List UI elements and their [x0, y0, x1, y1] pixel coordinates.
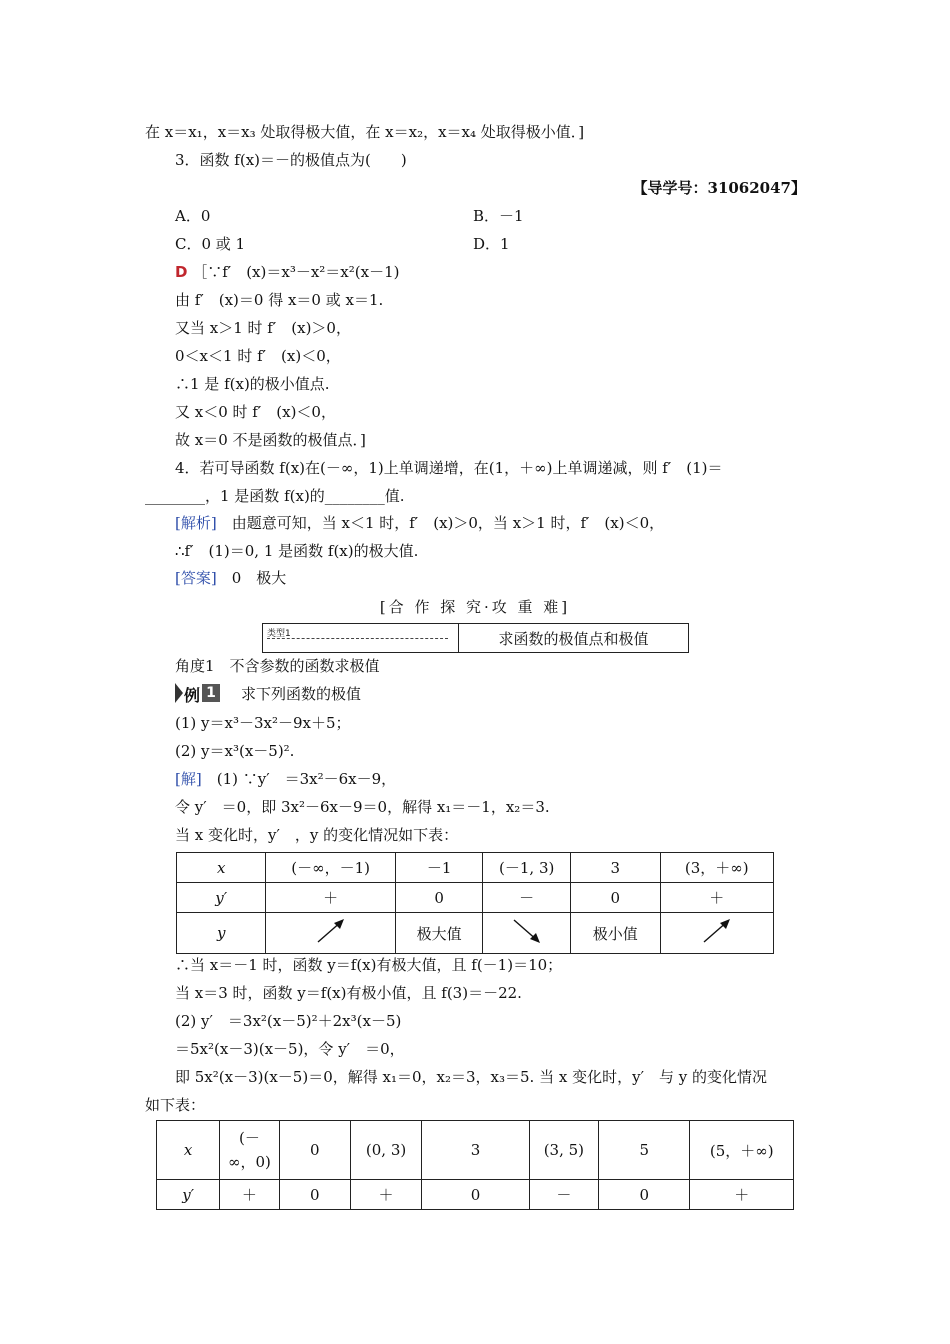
solution-start [175, 769, 396, 789]
table-cell: ＋ [350, 1180, 421, 1210]
table-cell: 极大值 [395, 913, 483, 954]
table-row [157, 1180, 794, 1210]
question-4-blank: ________，1 是函数 f(x)的________值. [145, 487, 405, 505]
analysis-label: [解析] [175, 514, 217, 532]
answer-letter: D [175, 263, 188, 281]
table-cell [266, 913, 395, 954]
table-cell: (－∞，－1) [266, 853, 395, 883]
answer-value: 0 极大 [216, 569, 287, 587]
arrow-down-right-icon [510, 916, 544, 946]
answer-block [175, 568, 286, 588]
table-cell: 0 [422, 1180, 530, 1210]
table-cell: ＋ [266, 883, 395, 913]
answer-label: [答案] [175, 569, 217, 587]
table-cell: 3 [422, 1121, 530, 1180]
example-label: 例 [184, 686, 201, 705]
conclusion-line: ∴当 x＝－1 时，函数 y＝f(x)有极大值，且 f(－1)＝10； [175, 956, 563, 974]
table-cell: 极小值 [571, 913, 661, 954]
analysis-line [175, 513, 664, 533]
example-item: (1) y＝x³－3x²－9x＋5； [175, 714, 351, 732]
table-row [177, 853, 774, 883]
type-tag: 类型1 [267, 629, 291, 639]
table-cell: (3，＋∞) [660, 853, 774, 883]
option-a: A．0 [175, 207, 211, 225]
table-cell: 3 [571, 853, 661, 883]
solution-line: ∴1 是 f(x)的极小值点. [175, 375, 330, 393]
cell-text: (－ [239, 1129, 260, 1147]
variation-table-1 [176, 852, 774, 954]
table-cell: － [483, 883, 571, 913]
solution-line: 故 x＝0 不是函数的极值点．] [175, 431, 366, 449]
table-cell: 0 [279, 1121, 350, 1180]
solution-line: 当 x 变化时，y′ ，y 的变化情况如下表： [175, 826, 459, 844]
question-4: 4．若可导函数 f(x)在(－∞，1)上单调递增，在(1，＋∞)上单调递减，则 f′ (1)＝ [175, 459, 723, 477]
solution-line: 如下表： [145, 1096, 206, 1114]
solution-line: 又当 x＞1 时 f′ (x)＞0， [175, 319, 351, 337]
solution-line: 由 f′ (x)＝0 得 x＝0 或 x＝1. [175, 291, 384, 309]
answer-text: ［∵f′ (x)＝x³－x²＝x²(x－1) [192, 263, 400, 281]
table-row [177, 913, 774, 954]
option-d: D．1 [473, 235, 510, 253]
solution-line: 0＜x＜1 时 f′ (x)＜0， [175, 347, 341, 365]
triangle-icon [175, 683, 183, 703]
table-cell: (0, 3) [350, 1121, 421, 1180]
table-cell: 0 [395, 883, 483, 913]
table-cell: ＋ [220, 1180, 279, 1210]
table-cell [483, 913, 571, 954]
arrow-up-right-icon [700, 916, 734, 946]
solution-label: [解] [175, 770, 202, 788]
table-cell: 5 [599, 1121, 690, 1180]
solution-line: 令 y′ ＝0，即 3x²－6x－9＝0，解得 x₁＝－1，x₂＝3. [175, 798, 550, 816]
arrow-up-right-icon [314, 916, 348, 946]
conclusion-line: 当 x＝3 时，函数 y＝f(x)有极小值，且 f(3)＝－22. [175, 984, 522, 1002]
example-badge [175, 683, 225, 703]
table-row [177, 883, 774, 913]
option-b: B．－1 [473, 207, 524, 225]
dashed-rule [267, 638, 448, 639]
solution-text: (1) ∵y′ ＝3x²－6x－9， [201, 770, 397, 788]
text-line: 在 x＝x₁，x＝x₃ 处取得极大值，在 x＝x₂，x＝x₄ 处取得极小值．] [145, 123, 585, 141]
type-box [262, 623, 689, 653]
table-cell: x [157, 1121, 220, 1180]
solution-line: (2) y′ ＝3x²(x－5)²＋2x³(x－5) [175, 1012, 402, 1030]
table-cell: y′ [177, 883, 266, 913]
variation-table-2 [156, 1120, 794, 1210]
type-title: 求函数的极值点和极值 [498, 630, 649, 648]
analysis-line: ∴f′ (1)＝0, 1 是函数 f(x)的极大值. [175, 542, 419, 560]
section-title: [合 作 探 究·攻 重 难] [379, 598, 571, 616]
reference-number: 【导学号：31062047】 [632, 179, 806, 197]
example-item: (2) y＝x³(x－5)². [175, 742, 295, 760]
answer-line [175, 262, 399, 282]
table-cell: ＋ [690, 1180, 794, 1210]
solution-line: 即 5x²(x－3)(x－5)＝0，解得 x₁＝0，x₂＝3，x₃＝5. 当 x 变化时，y′ 与 y 的变化情况 [175, 1068, 767, 1086]
cell-text: ∞，0) [227, 1153, 271, 1171]
table-cell: y′ [157, 1180, 220, 1210]
table-cell [660, 913, 774, 954]
table-cell: (－1, 3) [483, 853, 571, 883]
table-cell: x [177, 853, 266, 883]
option-c: C．0 或 1 [175, 235, 246, 253]
example-prompt: 求下列函数的极值 [241, 685, 362, 703]
table-cell: ＋ [660, 883, 774, 913]
table-cell [220, 1121, 279, 1180]
table-cell: (5，＋∞) [690, 1121, 794, 1180]
solution-line: 又 x＜0 时 f′ (x)＜0， [175, 403, 336, 421]
table-cell: －1 [395, 853, 483, 883]
analysis-text: 由题意可知，当 x＜1 时，f′ (x)＞0，当 x＞1 时，f′ (x)＜0， [216, 514, 665, 532]
table-row [157, 1121, 794, 1180]
table-cell: (3, 5) [529, 1121, 598, 1180]
table-cell: 0 [279, 1180, 350, 1210]
example-number: 1 [202, 684, 220, 702]
table-cell: 0 [571, 883, 661, 913]
table-cell: 0 [599, 1180, 690, 1210]
table-cell: － [529, 1180, 598, 1210]
table-cell: y [177, 913, 266, 954]
angle-heading: 角度1 不含参数的函数求极值 [175, 657, 380, 675]
question-3: 3．函数 f(x)＝－的极值点为( ) [175, 151, 407, 169]
solution-line: ＝5x²(x－3)(x－5)，令 y′ ＝0， [175, 1040, 405, 1058]
